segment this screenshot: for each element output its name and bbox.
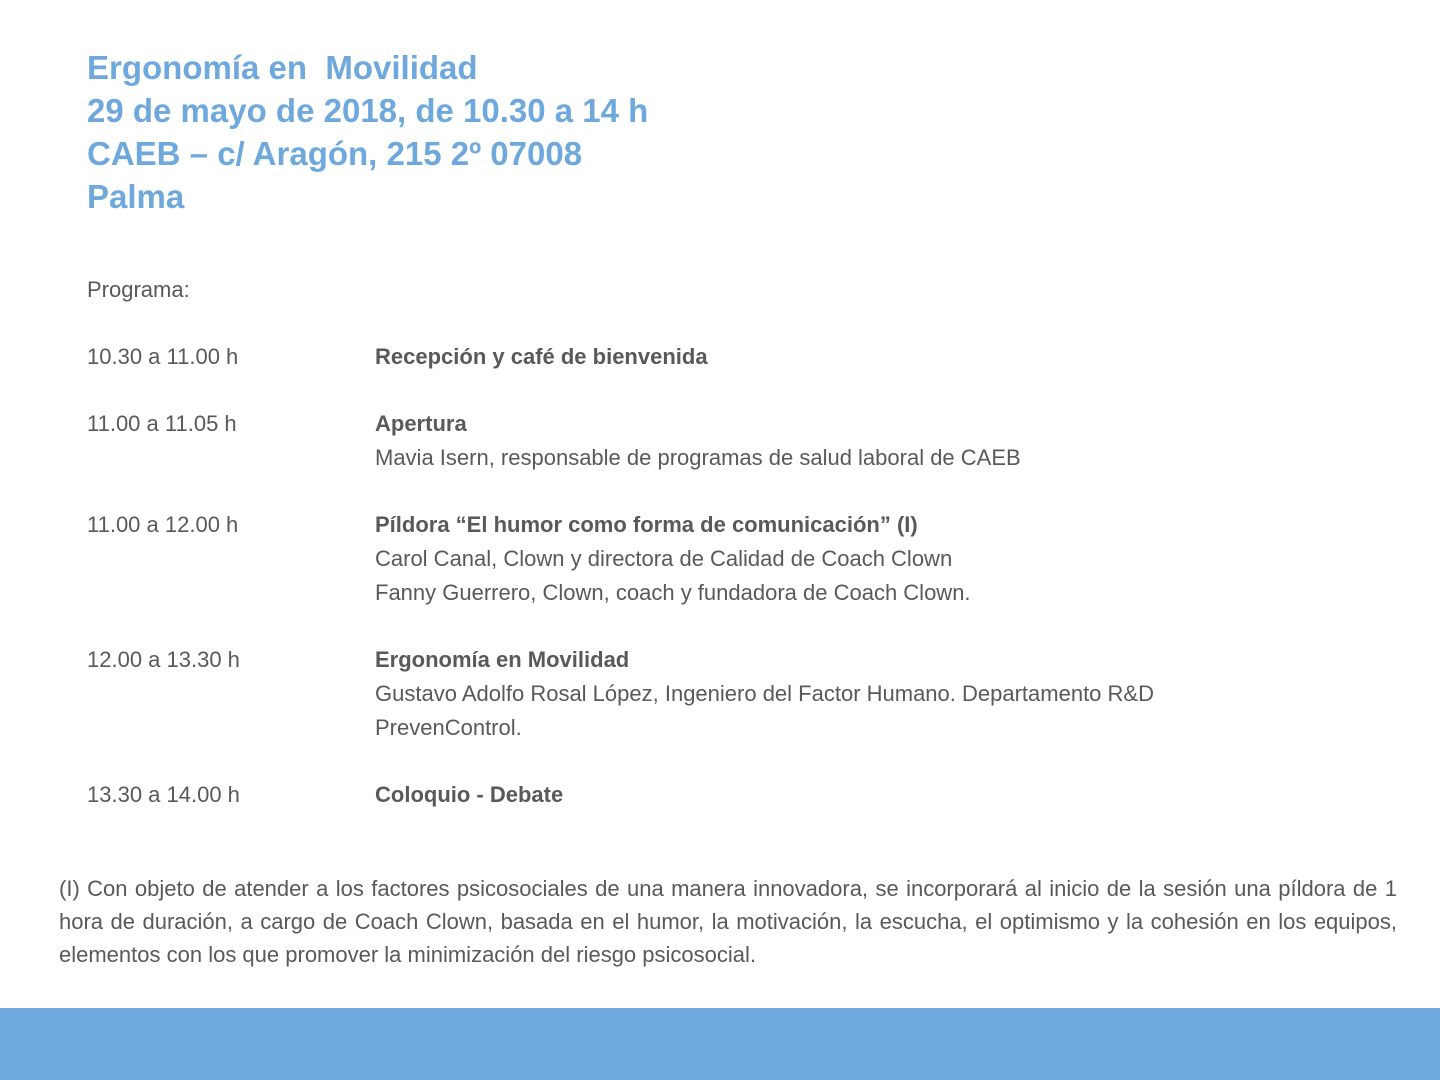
agenda-list <box>87 340 1347 845</box>
agenda-item <box>87 340 1347 374</box>
agenda-time: 11.00 a 12.00 h <box>87 512 239 537</box>
agenda-speaker: Gustavo Adolfo Rosal López, Ingeniero del Factor Humano. Departamento R&D <box>375 681 1154 706</box>
agenda-item <box>87 407 1347 475</box>
event-title: Ergonomía en Movilidad <box>87 49 478 86</box>
event-header <box>87 46 648 218</box>
agenda-content <box>375 778 1347 812</box>
agenda-speaker: Carol Canal, Clown y directora de Calidad de Coach Clown <box>375 546 953 571</box>
event-city: Palma <box>87 178 185 215</box>
event-date: 29 de mayo de 2018, de 10.30 a 14 h <box>87 92 649 129</box>
agenda-time: 13.30 a 14.00 h <box>87 782 240 807</box>
bottom-accent-bar <box>0 1008 1440 1080</box>
agenda-title: Coloquio - Debate <box>375 782 564 807</box>
agenda-title: Recepción y café de bienvenida <box>375 344 708 369</box>
agenda-content <box>375 508 1347 610</box>
program-label: Programa: <box>87 277 190 302</box>
agenda-item <box>87 778 1347 812</box>
agenda-speaker: Mavia Isern, responsable de programas de salud laboral de CAEB <box>375 445 1021 470</box>
agenda-time: 12.00 a 13.30 h <box>87 647 240 672</box>
agenda-speaker: Fanny Guerrero, Clown, coach y fundadora de Coach Clown. <box>375 580 971 605</box>
event-address: CAEB – c/ Aragón, 215 2º 07008 <box>87 135 583 172</box>
agenda-item <box>87 643 1347 745</box>
agenda-title: Ergonomía en Movilidad <box>375 647 630 672</box>
agenda-content <box>375 407 1347 475</box>
agenda-title: Píldora “El humor como forma de comunicación” (I) <box>375 512 918 537</box>
agenda-content <box>375 643 1347 745</box>
agenda-item <box>87 508 1347 610</box>
agenda-time: 10.30 a 11.00 h <box>87 344 239 369</box>
agenda-content <box>375 340 1347 374</box>
agenda-title: Apertura <box>375 411 467 436</box>
agenda-time: 11.00 a 11.05 h <box>87 411 237 436</box>
agenda-speaker: PrevenControl. <box>375 715 522 740</box>
footnote: (I) Con objeto de atender a los factores psicosociales de una manera innovadora, se incorporará al inicio de la sesión una píldora de 1 hora de duración, a cargo de Coach Clown, basada en el humor, la motivación, la escucha, el optimismo y la cohesión en los equipos, elementos con los que promover la minimización del riesgo psicosocial. <box>59 876 1397 967</box>
